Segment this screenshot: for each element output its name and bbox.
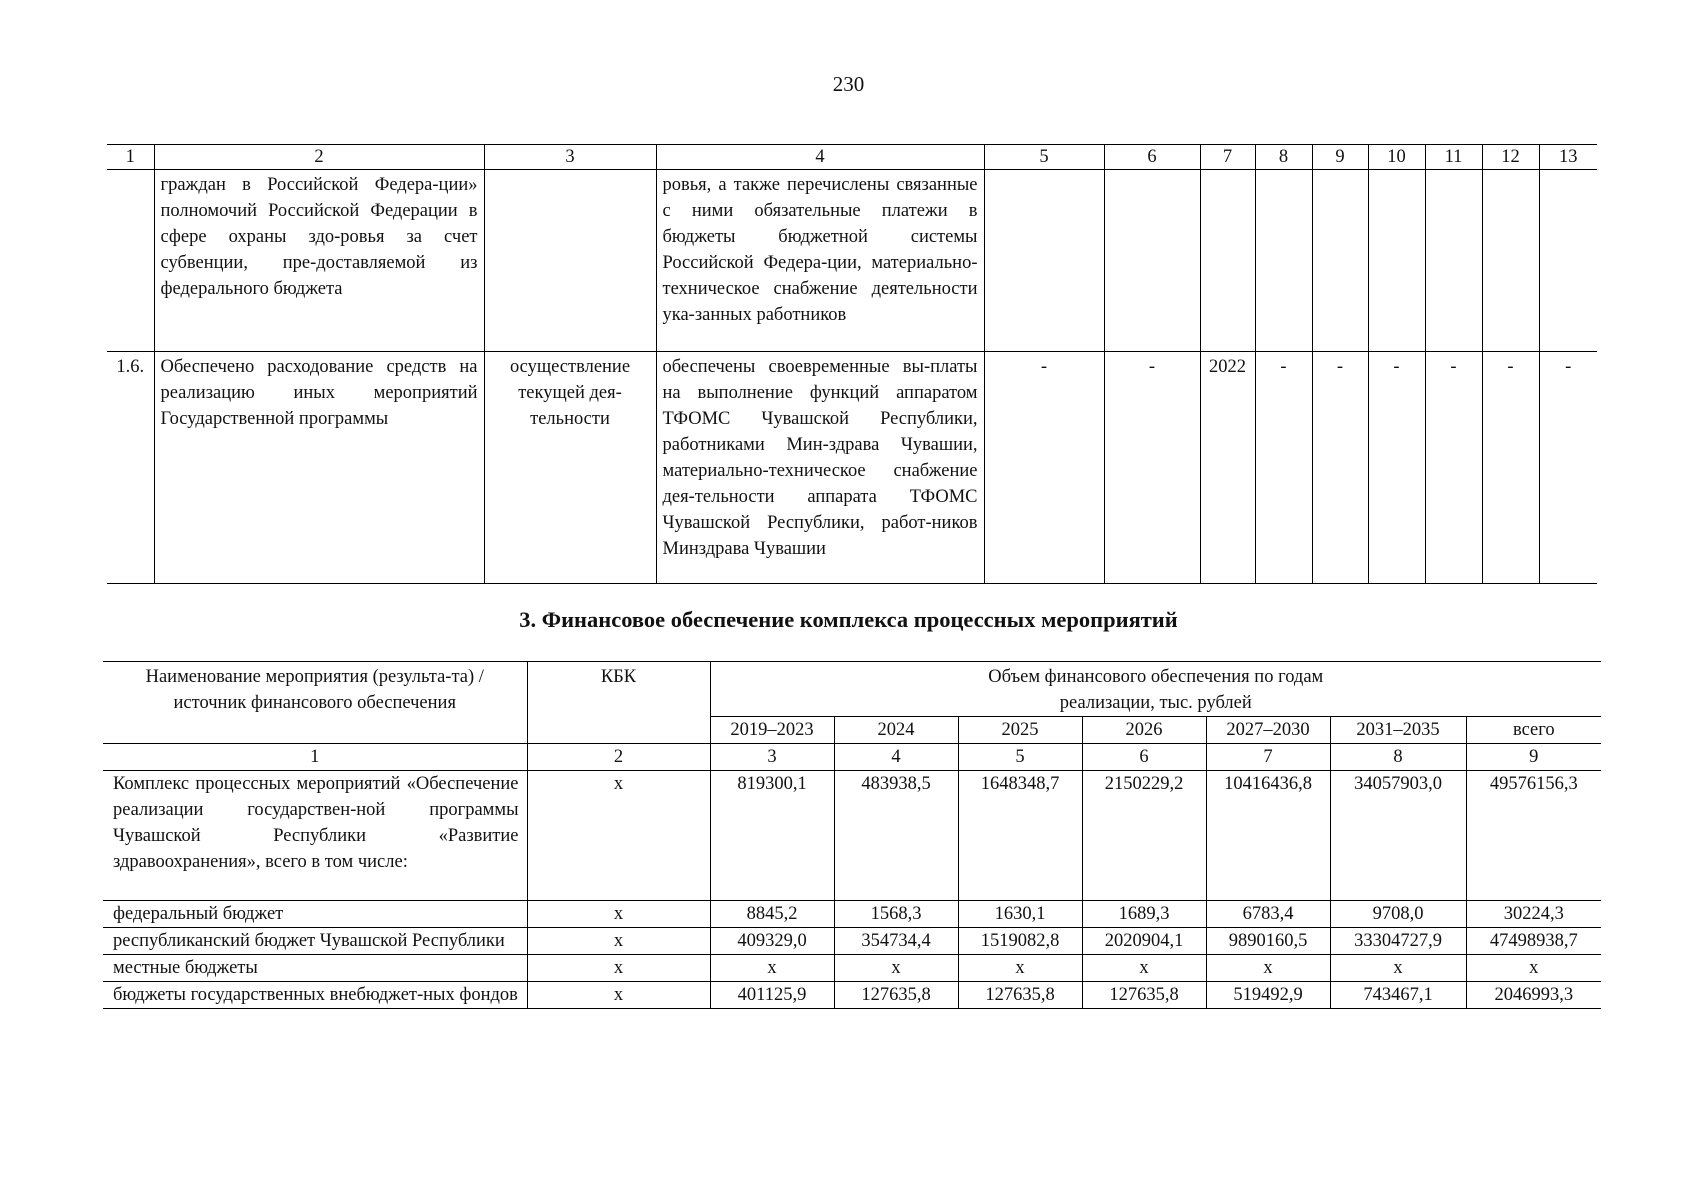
event-type	[484, 170, 656, 352]
year-header: 2019–2023	[710, 717, 834, 744]
table-row	[107, 170, 1597, 352]
financing-table	[103, 661, 1601, 1009]
page-number: 230	[832, 72, 865, 96]
cell	[1200, 170, 1255, 352]
cell	[1368, 170, 1425, 352]
cell	[1312, 170, 1368, 352]
value-cell: х	[1330, 955, 1466, 982]
column-number: 12	[1482, 145, 1539, 170]
value-cell: х	[1466, 955, 1601, 982]
value-cell: х	[1082, 955, 1206, 982]
cell: -	[1539, 352, 1597, 584]
year-header: 2027–2030	[1206, 717, 1330, 744]
value-cell: 33304727,9	[1330, 928, 1466, 955]
event-name: Обеспечено расходование средств на реализацию иных мероприятий Государственной программы	[154, 352, 484, 584]
year-cell: 2022	[1200, 352, 1255, 584]
value-cell: 1630,1	[958, 901, 1082, 928]
row-number: 1.6.	[107, 352, 154, 584]
value-cell: х	[834, 955, 958, 982]
value-cell: 9890160,5	[1206, 928, 1330, 955]
column-number: 13	[1539, 145, 1597, 170]
value-cell: 519492,9	[1206, 982, 1330, 1009]
column-number: 8	[1255, 145, 1312, 170]
cell: -	[1312, 352, 1368, 584]
value-cell: 409329,0	[710, 928, 834, 955]
cell: -	[1425, 352, 1482, 584]
column-number: 8	[1330, 744, 1466, 771]
cell	[1425, 170, 1482, 352]
value-cell: 127635,8	[958, 982, 1082, 1009]
value-cell: 34057903,0	[1330, 771, 1466, 901]
event-type: осуществление текущей дея-тельности	[484, 352, 656, 584]
cell: -	[1482, 352, 1539, 584]
column-number-row	[103, 744, 1601, 771]
value-cell: 10416436,8	[1206, 771, 1330, 901]
cell	[1104, 170, 1200, 352]
cell: -	[1368, 352, 1425, 584]
event-name: граждан в Российской Федера-ции» полномочий Российской Федерации в сфере охраны здо-ровья за счет субвенции, пре-доставляемой из федерального бюджета	[154, 170, 484, 352]
activities-table	[107, 144, 1597, 584]
cell: -	[1255, 352, 1312, 584]
column-number: 5	[958, 744, 1082, 771]
column-number: 7	[1200, 145, 1255, 170]
value-cell: 8845,2	[710, 901, 834, 928]
table-row	[103, 901, 1601, 928]
value-cell: 2150229,2	[1082, 771, 1206, 901]
column-number: 1	[107, 145, 154, 170]
row-name: республиканский бюджет Чувашской Республики	[103, 928, 527, 955]
cell	[1482, 170, 1539, 352]
table-row	[103, 771, 1601, 901]
value-cell: 1519082,8	[958, 928, 1082, 955]
row-kbk: х	[527, 901, 710, 928]
column-number: 7	[1206, 744, 1330, 771]
year-header: 2024	[834, 717, 958, 744]
value-cell: 2020904,1	[1082, 928, 1206, 955]
row-name: Комплекс процессных мероприятий «Обеспечение реализации государствен-ной программы Чувашской Республики «Развитие здравоохранения», всего в том числе:	[103, 771, 527, 901]
column-number-row	[107, 145, 1597, 170]
column-number: 6	[1082, 744, 1206, 771]
year-header: 2026	[1082, 717, 1206, 744]
value-cell: 6783,4	[1206, 901, 1330, 928]
column-number: 11	[1425, 145, 1482, 170]
table-row	[107, 352, 1597, 584]
cell	[1539, 170, 1597, 352]
value-cell: 127635,8	[834, 982, 958, 1009]
row-kbk: х	[527, 955, 710, 982]
event-result: обеспечены своевременные вы-платы на выполнение функций аппаратом ТФОМС Чувашской Республики, работниками Мин-здрава Чувашии, материально-техническое снабжение дея-тельности аппарата ТФОМС Чувашской Республики, работ-ников Минздрава Чувашии	[656, 352, 984, 584]
column-number: 2	[527, 744, 710, 771]
column-number: 3	[484, 145, 656, 170]
value-cell: 1648348,7	[958, 771, 1082, 901]
header-name: Наименование мероприятия (результа-та) / источник финансового обеспечения	[103, 662, 527, 744]
value-cell: 30224,3	[1466, 901, 1601, 928]
table-row	[103, 955, 1601, 982]
value-cell: 401125,9	[710, 982, 834, 1009]
column-number: 6	[1104, 145, 1200, 170]
event-result: ровья, а также перечислены связанные с ними обязательные платежи в бюджеты бюджетной системы Российской Федера-ции, материально-техническое снабжение деятельности ука-занных работников	[656, 170, 984, 352]
table-row	[103, 982, 1601, 1009]
row-kbk: х	[527, 928, 710, 955]
year-header: 2025	[958, 717, 1082, 744]
column-number: 4	[834, 744, 958, 771]
value-cell: х	[1206, 955, 1330, 982]
value-cell: х	[958, 955, 1082, 982]
header-kbk: КБК	[527, 662, 710, 744]
cell: -	[984, 352, 1104, 584]
value-cell: 9708,0	[1330, 901, 1466, 928]
column-number: 9	[1312, 145, 1368, 170]
row-name: местные бюджеты	[103, 955, 527, 982]
year-header: 2031–2035	[1330, 717, 1466, 744]
value-cell: 49576156,3	[1466, 771, 1601, 901]
row-kbk: х	[527, 771, 710, 901]
column-number: 4	[656, 145, 984, 170]
row-kbk: х	[527, 982, 710, 1009]
row-name: федеральный бюджет	[103, 901, 527, 928]
row-number	[107, 170, 154, 352]
header-volume: Объем финансового обеспечения по годам реализации, тыс. рублей	[710, 662, 1601, 717]
cell	[984, 170, 1104, 352]
cell: -	[1104, 352, 1200, 584]
value-cell: 2046993,3	[1466, 982, 1601, 1009]
table-row	[103, 928, 1601, 955]
value-cell: 47498938,7	[1466, 928, 1601, 955]
value-cell: 1568,3	[834, 901, 958, 928]
value-cell: 354734,4	[834, 928, 958, 955]
column-number: 2	[154, 145, 484, 170]
header-row	[103, 662, 1601, 717]
column-number: 10	[1368, 145, 1425, 170]
cell	[1255, 170, 1312, 352]
column-number: 1	[103, 744, 527, 771]
year-header: всего	[1466, 717, 1601, 744]
column-number: 9	[1466, 744, 1601, 771]
value-cell: х	[710, 955, 834, 982]
column-number: 5	[984, 145, 1104, 170]
value-cell: 743467,1	[1330, 982, 1466, 1009]
value-cell: 127635,8	[1082, 982, 1206, 1009]
value-cell: 483938,5	[834, 771, 958, 901]
row-name: бюджеты государственных внебюджет-ных фондов	[103, 982, 527, 1009]
column-number: 3	[710, 744, 834, 771]
section-title: 3. Финансовое обеспечение комплекса процессных мероприятий	[519, 607, 1178, 632]
value-cell: 1689,3	[1082, 901, 1206, 928]
value-cell: 819300,1	[710, 771, 834, 901]
